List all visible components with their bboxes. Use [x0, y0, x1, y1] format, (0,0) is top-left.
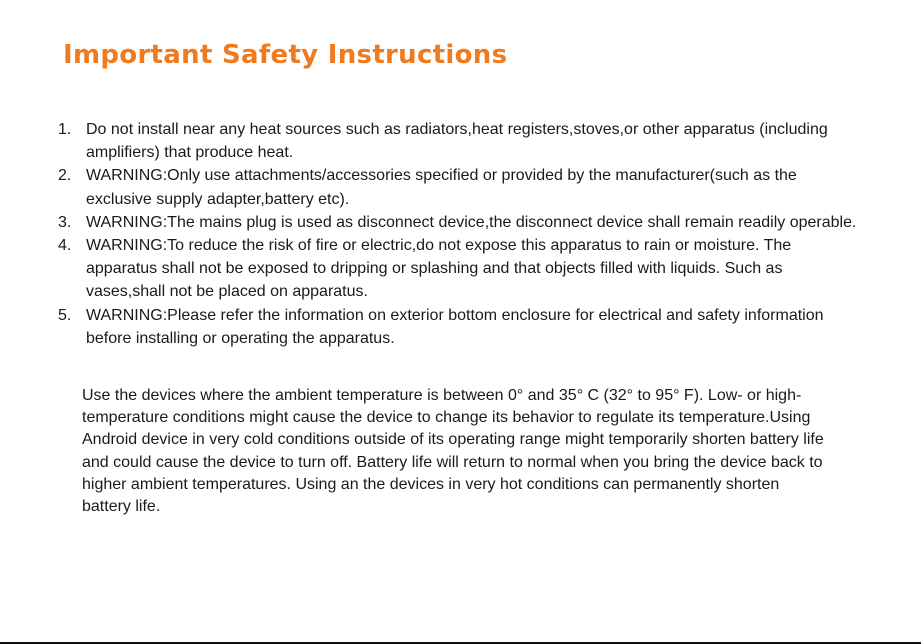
instruction-text: WARNING:The mains plug is used as disconnect device,the disconnect device shall remain readily operable.	[86, 213, 857, 231]
instruction-number: 2.	[58, 167, 72, 185]
instruction-item	[58, 304, 858, 350]
instruction-item	[58, 234, 858, 304]
instruction-item	[58, 211, 858, 234]
safety-instructions-list	[58, 118, 858, 350]
instruction-number: 5.	[58, 306, 72, 324]
instruction-item	[58, 118, 858, 164]
instruction-text: WARNING:Please refer the information on exterior bottom enclosure for electrical and safety information before installing or operating the apparatus.	[86, 306, 824, 347]
instruction-text: WARNING:To reduce the risk of fire or electric,do not expose this apparatus to rain or moisture. The apparatus shall not be exposed to dripping or splashing and that objects filled with liquids. Such as vases,shall not be placed on apparatus.	[86, 237, 792, 301]
page-title: Important Safety Instructions	[63, 40, 508, 70]
instruction-item	[58, 164, 858, 210]
instruction-number: 1.	[58, 121, 72, 138]
temperature-notice: Use the devices where the ambient temperature is between 0° and 35° C (32° to 95° F). Low- or high-temperature conditions might cause the device to change its behavior to regulate its temperature.Using Android device in very cold conditions outside of its operating range might temporarily shorten battery life and could cause the device to turn off. Battery life will return to normal when you bring the device back to higher ambient temperatures. Using an the devices in very hot conditions can permanently shorten battery life.	[82, 387, 824, 516]
instruction-number: 4.	[58, 237, 72, 255]
instruction-number: 3.	[58, 213, 72, 231]
instruction-text: WARNING:Only use attachments/accessories specified or provided by the manufacturer(such as the exclusive supply adapter,battery etc).	[86, 167, 797, 208]
instruction-text: Do not install near any heat sources such as radiators,heat registers,stoves,or other apparatus (including amplifiers) that produce heat.	[86, 121, 828, 162]
